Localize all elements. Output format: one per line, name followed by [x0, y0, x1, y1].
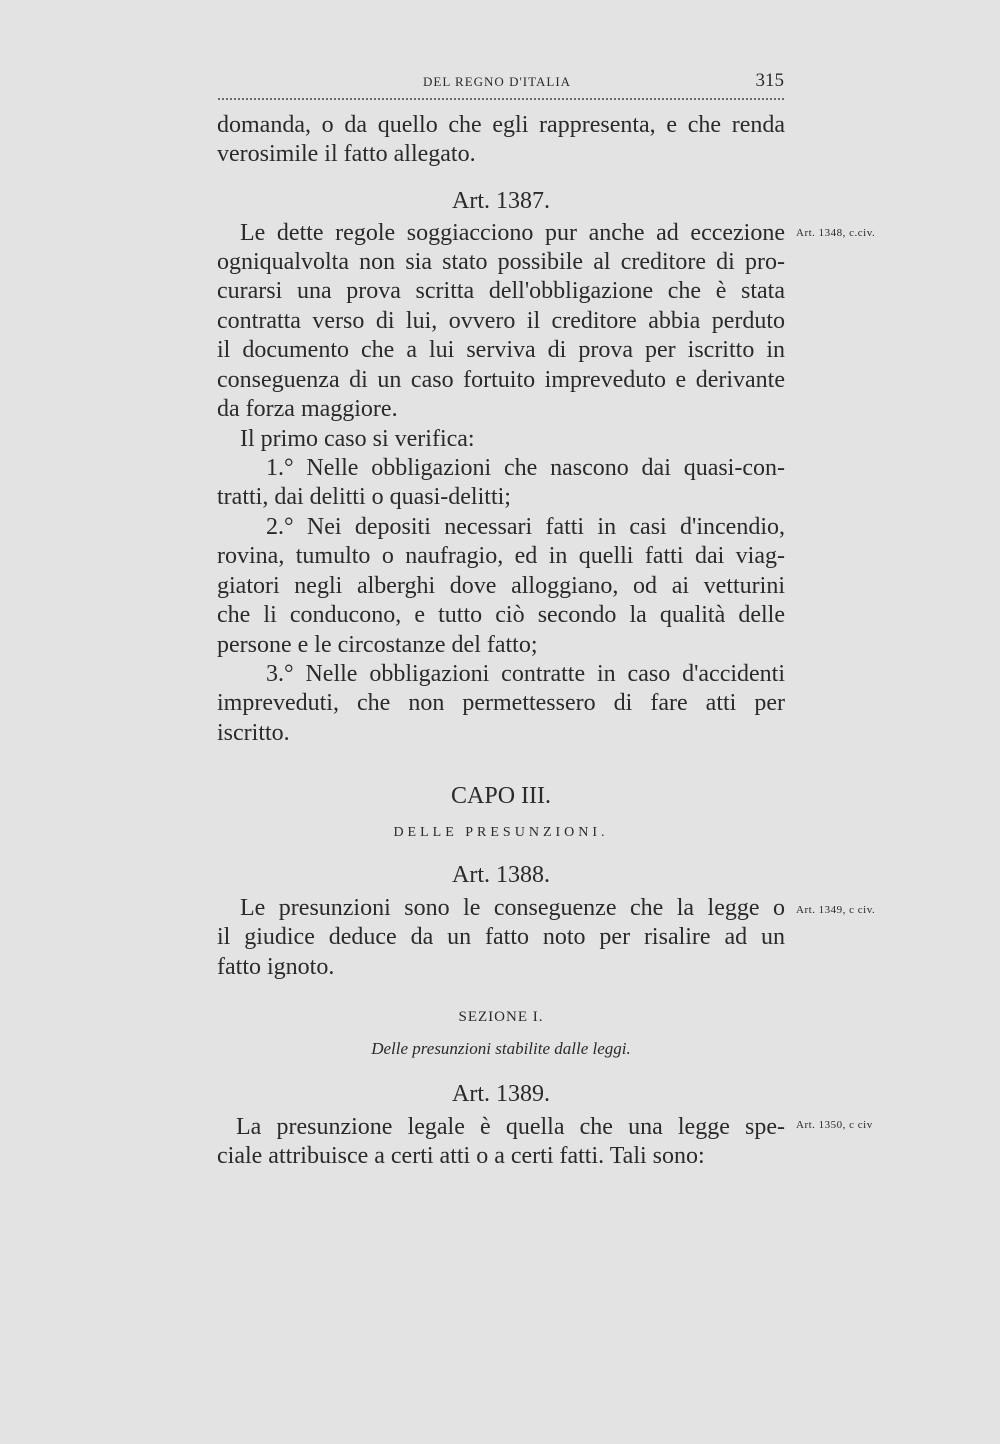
text-line: contratta verso di lui, ovvero il creditore abbia perduto	[217, 308, 785, 334]
margin-note: Art. 1350, c civ	[796, 1119, 873, 1131]
chapter-heading: CAPO III.	[451, 783, 551, 809]
text-line: Il primo caso si verifica:	[240, 426, 475, 452]
page-number: 315	[755, 70, 784, 91]
text-line: La presunzione legale è quella che una legge spe-	[236, 1114, 785, 1140]
text-line: Le presunzioni sono le conseguenze che la legge o	[240, 895, 785, 921]
text-line: curarsi una prova scritta dell'obbligazione che è stata	[217, 278, 785, 304]
section-subtitle: Delle presunzioni stabilite dalle leggi.	[371, 1039, 631, 1058]
text-line: impreveduti, che non permettessero di fare atti per	[217, 690, 785, 716]
list-item: 1.° Nelle obbligazioni che nascono dai quasi-con-	[266, 455, 785, 481]
text-line: persone e le circostanze del fatto;	[217, 632, 538, 658]
text-line: giatori negli alberghi dove alloggiano, od ai vetturini	[217, 573, 785, 599]
running-title: DEL REGNO D'ITALIA	[423, 74, 572, 89]
text-line: tratti, dai delitti o quasi-delitti;	[217, 484, 511, 510]
text-line: ogniqualvolta non sia stato possibile al creditore di pro-	[217, 249, 785, 275]
text-line: Le dette regole soggiacciono pur anche ad eccezione	[240, 220, 785, 246]
text-line: verosimile il fatto allegato.	[217, 141, 476, 167]
text-line: fatto ignoto.	[217, 954, 335, 980]
article-heading: Art. 1388.	[452, 862, 550, 888]
article-heading: Art. 1389.	[452, 1081, 550, 1107]
page-header	[218, 66, 784, 100]
text-line: iscritto.	[217, 720, 290, 746]
text-line: ciale attribuisce a certi atti o a certi fatti. Tali sono:	[217, 1143, 705, 1169]
text-line: da forza maggiore.	[217, 396, 398, 422]
text-line: il giudice deduce da un fatto noto per risalire ad un	[217, 924, 785, 950]
margin-note: Art. 1349, c civ.	[796, 904, 876, 916]
text-line: che li conducono, e tutto ciò secondo la qualità delle	[217, 602, 785, 628]
chapter-subtitle: DELLE PRESUNZIONI.	[393, 825, 609, 840]
text-line: domanda, o da quello che egli rappresenta, e che renda	[217, 112, 785, 138]
article-heading: Art. 1387.	[452, 188, 550, 214]
list-item: 2.° Nei depositi necessari fatti in casi d'incendio,	[266, 514, 785, 540]
margin-note: Art. 1348, c.civ.	[796, 227, 876, 239]
list-item: 3.° Nelle obbligazioni contratte in caso d'accidenti	[266, 661, 785, 687]
text-line: conseguenza di un caso fortuito impreveduto e derivante	[217, 367, 785, 393]
section-heading: SEZIONE I.	[458, 1009, 544, 1025]
text-line: rovina, tumulto o naufragio, ed in quelli fatti dai viag-	[217, 543, 785, 569]
text-line: il documento che a lui serviva di prova per iscritto in	[217, 337, 785, 363]
